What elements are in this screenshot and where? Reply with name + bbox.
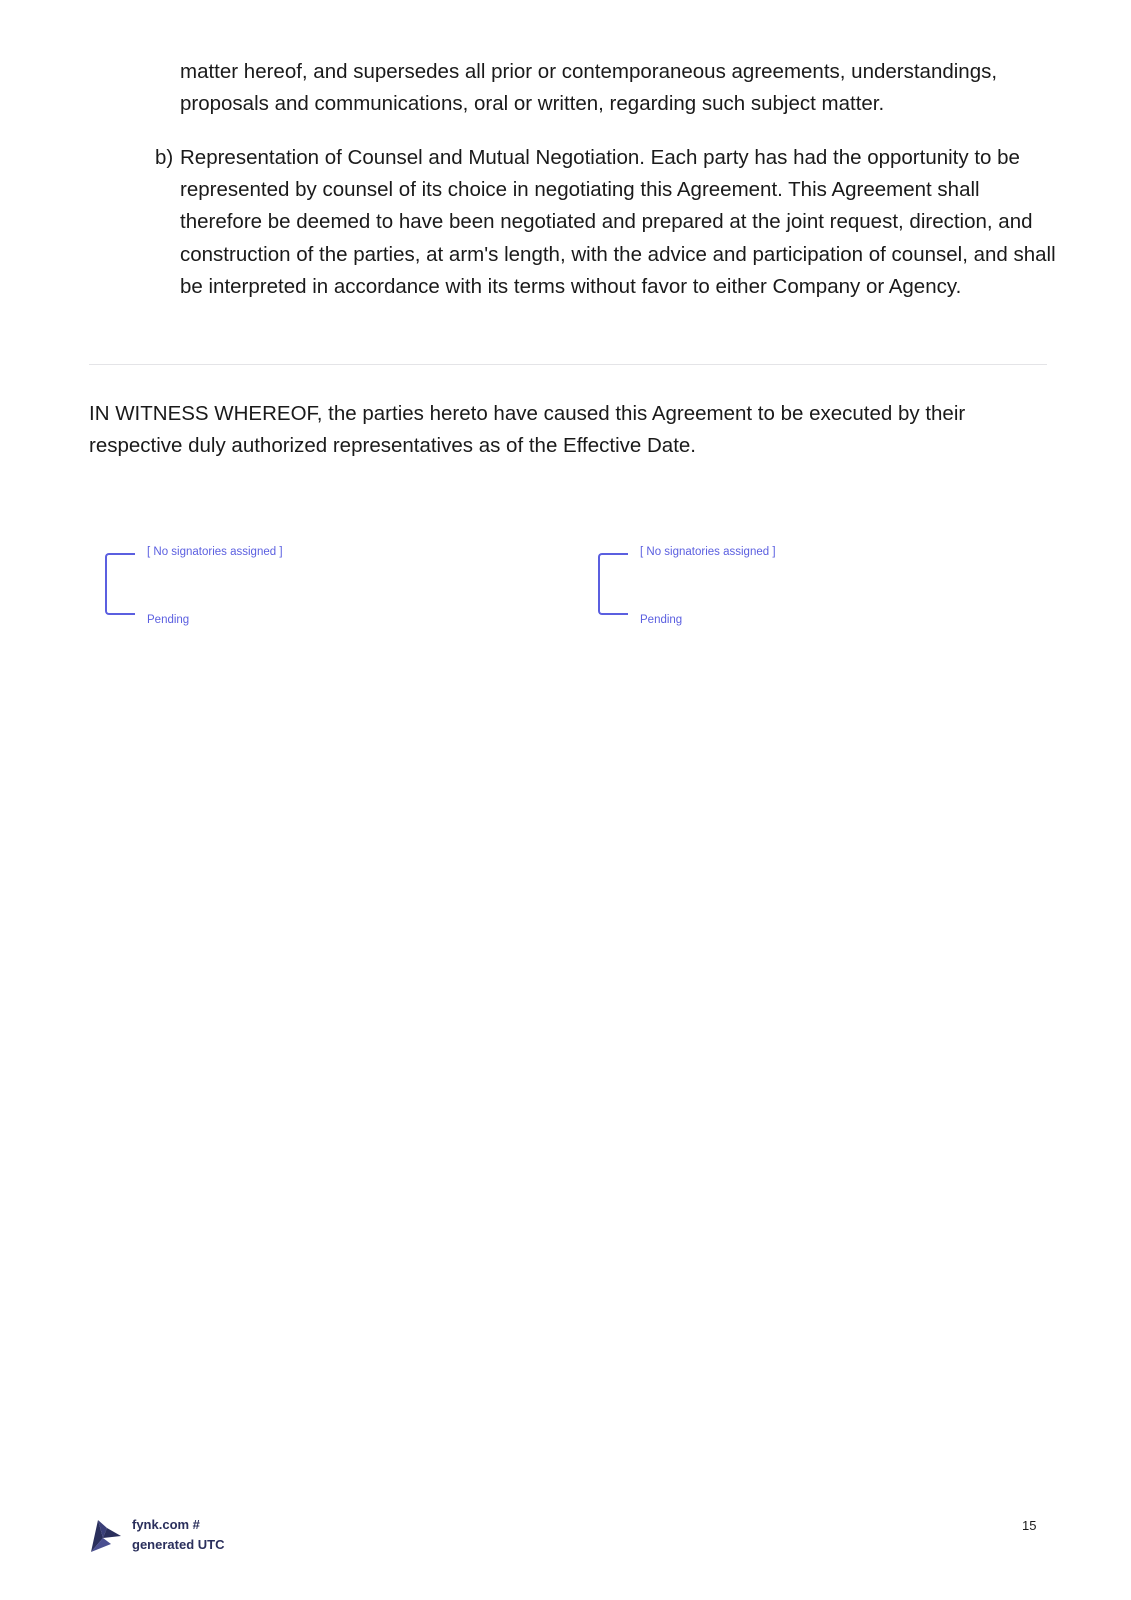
signature-bracket-icon (598, 553, 628, 615)
continued-paragraph: matter hereof, and supersedes all prior or contemporaneous agreements, understandings, proposals and communications, oral or written, regarding such subject matter. (180, 60, 998, 116)
section-divider (89, 364, 1047, 365)
signature-block-right[interactable] (582, 546, 962, 626)
signatories-label: [ No signatories assigned ] (640, 546, 776, 558)
clause-b-text: Representation of Counsel and Mutual Negotiation. Each party has had the opportunity to be represented by counsel of its choice in negotiating this Agreement. This Agreement shall therefore be deemed to have been negotiated and prepared at the joint request, direction, and construction of the parties, at arm's length, with the advice and participation of counsel, and shall be interpreted in accordance with its terms without favor to either Company or Agency. (180, 146, 1056, 298)
signature-bracket-icon (105, 553, 135, 615)
witness-statement: IN WITNESS WHEREOF, the parties hereto have caused this Agreement to be executed by their respective duly authorized representatives as of the Effective Date. (89, 402, 966, 458)
signature-status: Pending (147, 614, 190, 626)
list-marker: b) (155, 146, 174, 169)
fynk-logo-icon (89, 1514, 123, 1554)
footer-line-generated: generated UTC (132, 1537, 225, 1552)
signature-status: Pending (640, 614, 683, 626)
footer-meta (132, 1515, 224, 1555)
signature-block-left[interactable] (89, 546, 469, 626)
signatories-label: [ No signatories assigned ] (147, 546, 283, 558)
footer-line-site: fynk.com # (132, 1517, 200, 1532)
page-number: 15 (1022, 1518, 1037, 1533)
